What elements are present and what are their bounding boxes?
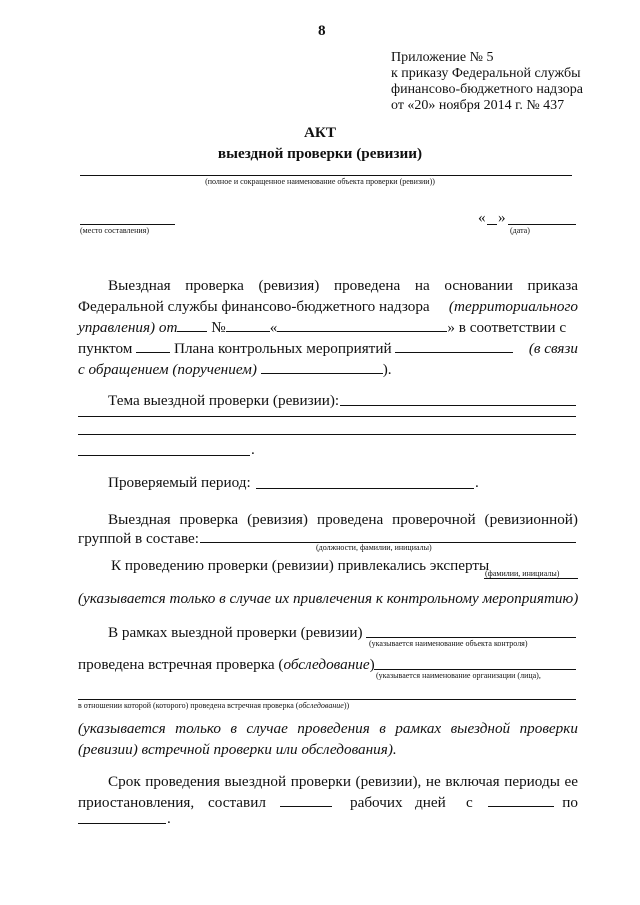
counter-check-label: проведена встречная проверка (обследование) <box>78 656 375 673</box>
term-line-2: приостановления, составил рабочих дней с по <box>78 794 578 811</box>
experts-line <box>484 578 578 579</box>
appendix-line: Приложение № 5 <box>391 50 494 65</box>
basis-line-1: Выездная проверка (ревизия) проведена на основании приказа <box>108 277 578 294</box>
organization-caption: (указывается наименование организации (лица), <box>376 671 541 680</box>
topic-line-3 <box>78 434 576 435</box>
period-label: Проверяемый период: <box>108 474 251 491</box>
experts-label: К проведению проверки (ревизии) привлекались эксперты <box>111 557 490 574</box>
date-open-quote: « <box>478 209 486 226</box>
page-number: 8 <box>318 22 326 39</box>
topic-label: Тема выездной проверки (ревизии): <box>108 392 340 409</box>
term-end: . <box>167 810 171 827</box>
basis-line-3: управления) от № « » в соответствии с <box>78 319 567 336</box>
experts-note: (указывается только в случае их привлечения к контрольному мероприятию) <box>78 590 579 607</box>
topic-line-1 <box>340 405 576 406</box>
team-line-2: группой в составе: <box>78 530 200 547</box>
term-line-1: Срок проведения выездной проверки (ревизии), не включая периоды ее <box>108 773 578 790</box>
counter-check-line <box>78 699 576 700</box>
topic-line-4 <box>78 455 250 456</box>
positions-caption: (должности, фамилии, инициалы) <box>316 543 432 552</box>
document-subtitle: выездной проверки (ревизии) <box>217 145 423 162</box>
place-caption: (место составления) <box>80 226 149 235</box>
document-title: АКТ <box>303 124 337 141</box>
team-line-1: Выездная проверка (ревизия) проведена проверочной (ревизионной) <box>108 511 578 528</box>
control-object-line <box>366 637 576 638</box>
period-line <box>256 488 474 489</box>
basis-line-5: с обращением (поручением) ). <box>78 361 392 378</box>
basis-line-2: Федеральной службы финансово-бюджетного надзора (территориального <box>78 298 578 315</box>
object-name-line <box>80 175 572 176</box>
appendix-line: от «20» ноября 2014 г. № 437 <box>391 98 565 113</box>
note-line-2: (ревизии) встречной проверки или обследования). <box>78 741 397 758</box>
organization-line <box>374 669 576 670</box>
object-name-caption: (полное и сокращенное наименование объекта проверки (ревизии)) <box>205 177 435 186</box>
counter-check-caption: в отношении которой (которого) проведена встречная проверка (обследование)) <box>78 701 350 710</box>
date-close-quote: » <box>498 209 506 226</box>
appendix-line: к приказу Федеральной службы <box>391 66 581 81</box>
control-object-caption: (указывается наименование объекта контроля) <box>369 639 528 648</box>
period-end: . <box>475 474 479 491</box>
expert-names-caption: (фамилии, инициалы) <box>485 569 560 578</box>
date-line <box>508 224 576 225</box>
topic-line-2 <box>78 416 576 417</box>
date-day-line <box>487 224 497 225</box>
appendix-line: финансово-бюджетного надзора <box>391 82 584 97</box>
basis-line-4: пунктом Плана контрольных мероприятий (в связи <box>78 340 578 357</box>
topic-end: . <box>251 441 255 458</box>
term-end-line <box>78 823 166 824</box>
note-line-1: (указывается только в случае проведения в рамках выездной проверки <box>78 720 578 737</box>
framework-label: В рамках выездной проверки (ревизии) <box>108 624 363 641</box>
place-line <box>80 224 175 225</box>
date-caption: (дата) <box>510 226 530 235</box>
appendix-block <box>391 50 583 114</box>
